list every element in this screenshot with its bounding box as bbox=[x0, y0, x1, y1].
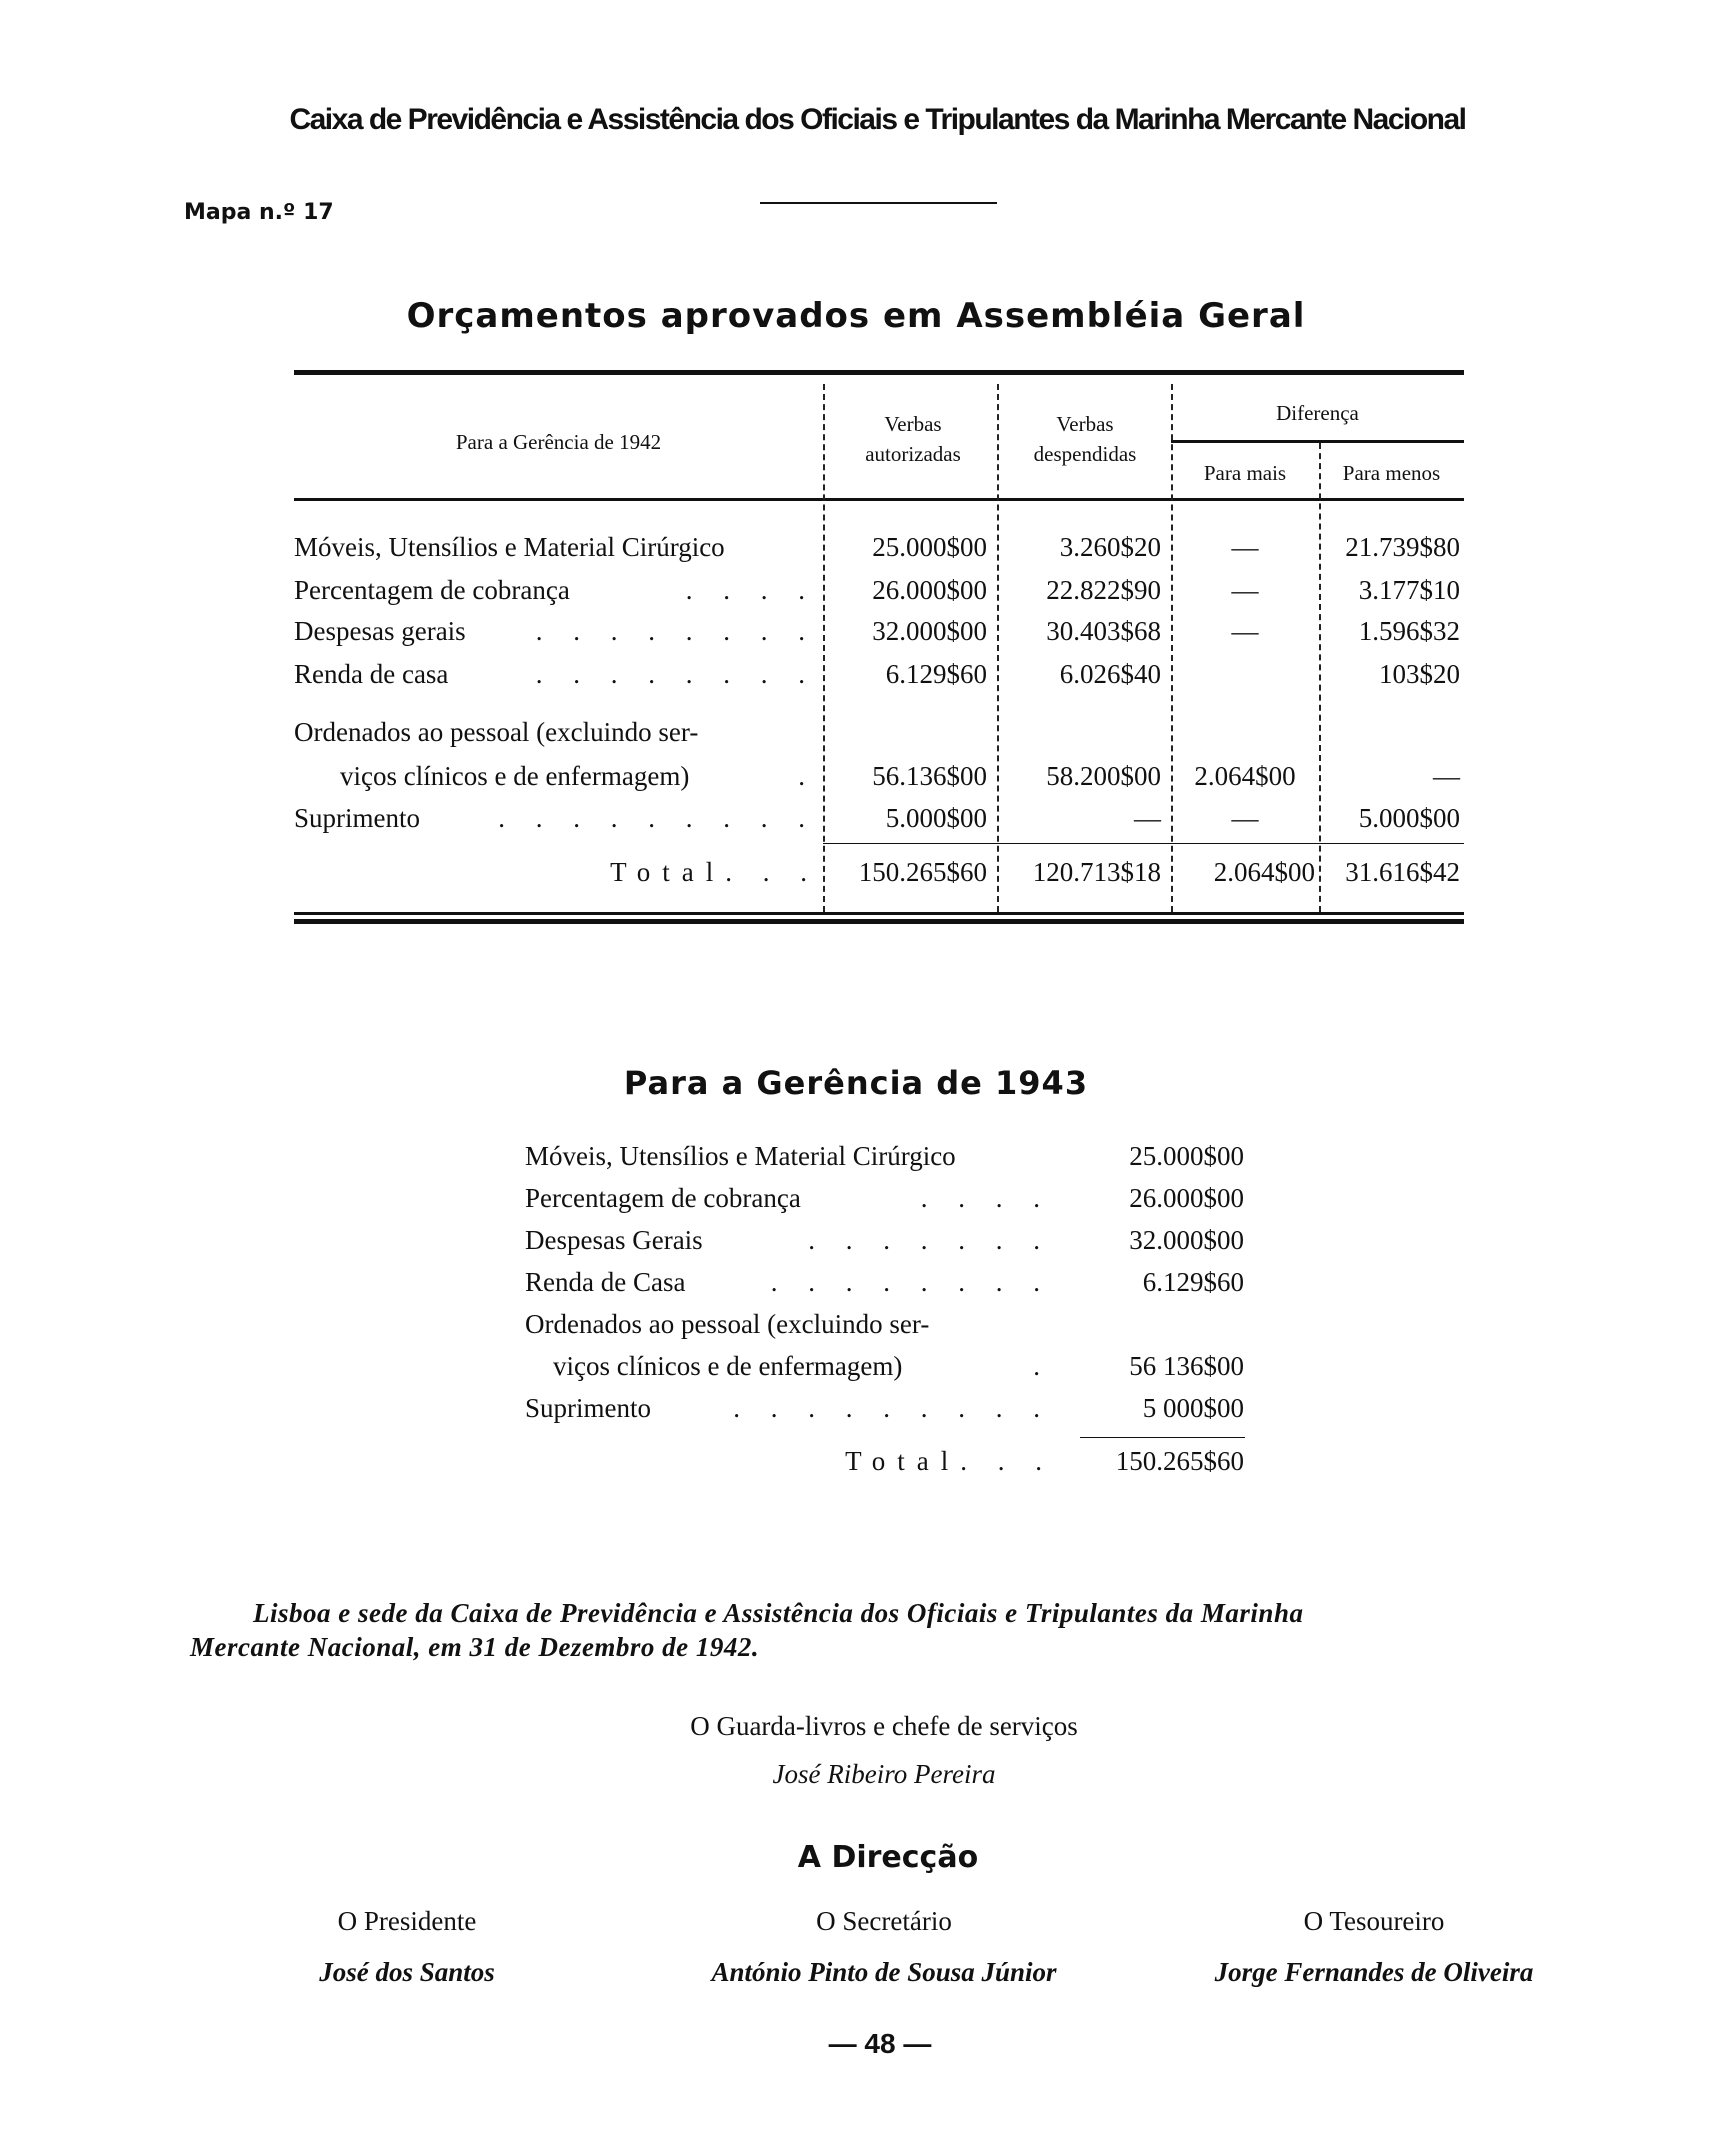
list-item-label-continued: viços clínicos e de enfermagem) bbox=[553, 1351, 903, 1381]
secretary-role: O Secretário bbox=[816, 1906, 952, 1936]
total-label: Total. . . bbox=[610, 857, 819, 887]
list-item-value: 56 136$00 bbox=[1129, 1351, 1244, 1381]
list-item-value: 5 000$00 bbox=[1142, 1393, 1244, 1423]
divider bbox=[760, 202, 997, 204]
map-number: Mapa n.º 17 bbox=[184, 200, 334, 225]
cell-spent: 3.260$20 bbox=[1059, 532, 1161, 562]
cell-authorized: 25.000$00 bbox=[872, 532, 987, 562]
bookkeeper-name: José Ribeiro Pereira bbox=[772, 1759, 996, 1789]
column-header-authorized: Verbas autorizadas bbox=[865, 412, 961, 466]
leader-dots: . . . . bbox=[920, 1183, 1052, 1213]
cell-spent: 22.822$90 bbox=[1046, 575, 1161, 605]
cell-more: — bbox=[1231, 616, 1259, 646]
leader-dots: . . . . bbox=[685, 575, 817, 605]
board-title: A Direcção bbox=[797, 1840, 979, 1875]
cell-more: 2.064$00 bbox=[1194, 761, 1296, 791]
list-item-value: 26.000$00 bbox=[1129, 1183, 1244, 1213]
cell-less: 3.177$10 bbox=[1358, 575, 1460, 605]
row-label: Renda de casa bbox=[294, 659, 449, 689]
cell-more: — bbox=[1231, 532, 1259, 562]
president-role: O Presidente bbox=[337, 1906, 477, 1936]
cell-spent: — bbox=[1134, 803, 1161, 833]
total-spent: 120.713$18 bbox=[1032, 857, 1161, 887]
cell-more: — bbox=[1231, 803, 1259, 833]
cell-spent: 6.026$40 bbox=[1059, 659, 1161, 689]
list-item-value: 25.000$00 bbox=[1129, 1141, 1244, 1171]
column-divider bbox=[823, 384, 825, 912]
leader-dots: . bbox=[1033, 1351, 1052, 1381]
column-header-less: Para menos bbox=[1342, 461, 1441, 485]
closing-line-1: Lisboa e sede da Caixa de Previdência e Assistência dos Oficiais e Tripulantes da Marinha bbox=[253, 1598, 1304, 1628]
row-label: Percentagem de cobrança bbox=[294, 575, 570, 605]
treasurer-name: Jorge Fernandes de Oliveira bbox=[1214, 1957, 1534, 1987]
cell-less: 21.739$80 bbox=[1345, 532, 1460, 562]
table-bottom-rule bbox=[294, 912, 1464, 915]
column-header-difference: Diferença bbox=[1276, 401, 1359, 425]
secretary-name: António Pinto de Sousa Júnior bbox=[711, 1957, 1057, 1987]
section2-title: Para a Gerência de 1943 bbox=[623, 1064, 1089, 1102]
cell-spent: 30.403$68 bbox=[1046, 616, 1161, 646]
treasurer-role: O Tesoureiro bbox=[1303, 1906, 1445, 1936]
list-item-label: Ordenados ao pessoal (excluindo ser- bbox=[525, 1309, 930, 1339]
total-authorized: 150.265$60 bbox=[858, 857, 987, 887]
cell-authorized: 56.136$00 bbox=[872, 761, 987, 791]
table-bottom-rule-2 bbox=[294, 919, 1464, 924]
closing-line-2: Mercante Nacional, em 31 de Dezembro de 1942. bbox=[190, 1632, 760, 1662]
cell-authorized: 6.129$60 bbox=[885, 659, 987, 689]
column-header-spent: Verbas despendidas bbox=[1033, 412, 1137, 466]
row-label-continued: viços clínicos e de enfermagem) bbox=[340, 761, 690, 791]
leader-dots: . . . . . . . . bbox=[535, 659, 817, 689]
cell-less: — bbox=[1433, 761, 1460, 791]
list-item-label: Despesas Gerais bbox=[525, 1225, 703, 1255]
document-title: Caixa de Previdência e Assistência dos Oficiais e Tripulantes da Marinha Mercante Nacional bbox=[289, 103, 1466, 136]
total-label: Total. . . bbox=[845, 1446, 1054, 1476]
list-item-label: Percentagem de cobrança bbox=[525, 1183, 801, 1213]
total-value: 150.265$60 bbox=[1115, 1446, 1244, 1476]
cell-authorized: 26.000$00 bbox=[872, 575, 987, 605]
row-label: Móveis, Utensílios e Material Cirúrgico bbox=[294, 532, 725, 562]
column-divider bbox=[1319, 443, 1321, 912]
cell-spent: 58.200$00 bbox=[1046, 761, 1161, 791]
difference-rule bbox=[1171, 440, 1464, 443]
column-header-item: Para a Gerência de 1942 bbox=[455, 430, 662, 454]
total-rule bbox=[1080, 1437, 1245, 1438]
section1-title: Orçamentos aprovados em Assembléia Geral bbox=[406, 296, 1306, 336]
leader-dots: . . . . . . . bbox=[808, 1225, 1052, 1255]
total-less: 31.616$42 bbox=[1345, 857, 1460, 887]
bookkeeper-title: O Guarda-livros e chefe de serviços bbox=[690, 1711, 1078, 1741]
header-bottom-rule bbox=[294, 498, 1464, 501]
cell-less: 5.000$00 bbox=[1358, 803, 1460, 833]
list-item-label: Móveis, Utensílios e Material Cirúrgico bbox=[525, 1141, 956, 1171]
row-label: Ordenados ao pessoal (excluindo ser- bbox=[294, 717, 699, 747]
column-divider bbox=[997, 384, 999, 912]
row-label: Suprimento bbox=[294, 803, 420, 833]
column-header-more: Para mais bbox=[1203, 461, 1287, 485]
cell-less: 103$20 bbox=[1379, 659, 1460, 689]
list-item-label: Suprimento bbox=[525, 1393, 651, 1423]
list-item-label: Renda de Casa bbox=[525, 1267, 686, 1297]
list-item-value: 32.000$00 bbox=[1129, 1225, 1244, 1255]
leader-dots: . . . . . . . . . bbox=[498, 803, 817, 833]
cell-authorized: 32.000$00 bbox=[872, 616, 987, 646]
row-label: Despesas gerais bbox=[294, 616, 466, 646]
total-more: 2.064$00 bbox=[1213, 857, 1315, 887]
leader-dots: . . . . . . . . bbox=[770, 1267, 1052, 1297]
leader-dots: . . . . . . . . bbox=[535, 616, 817, 646]
page-number: — 48 — bbox=[828, 2028, 932, 2059]
cell-authorized: 5.000$00 bbox=[885, 803, 987, 833]
cell-less: 1.596$32 bbox=[1358, 616, 1460, 646]
leader-dots: . bbox=[798, 761, 817, 791]
cell-more: — bbox=[1231, 575, 1259, 605]
leader-dots: . . . . . . . . . bbox=[733, 1393, 1052, 1423]
president-name: José dos Santos bbox=[319, 1957, 495, 1987]
table-top-rule bbox=[294, 370, 1464, 375]
total-rule bbox=[823, 843, 1464, 844]
list-item-value: 6.129$60 bbox=[1142, 1267, 1244, 1297]
